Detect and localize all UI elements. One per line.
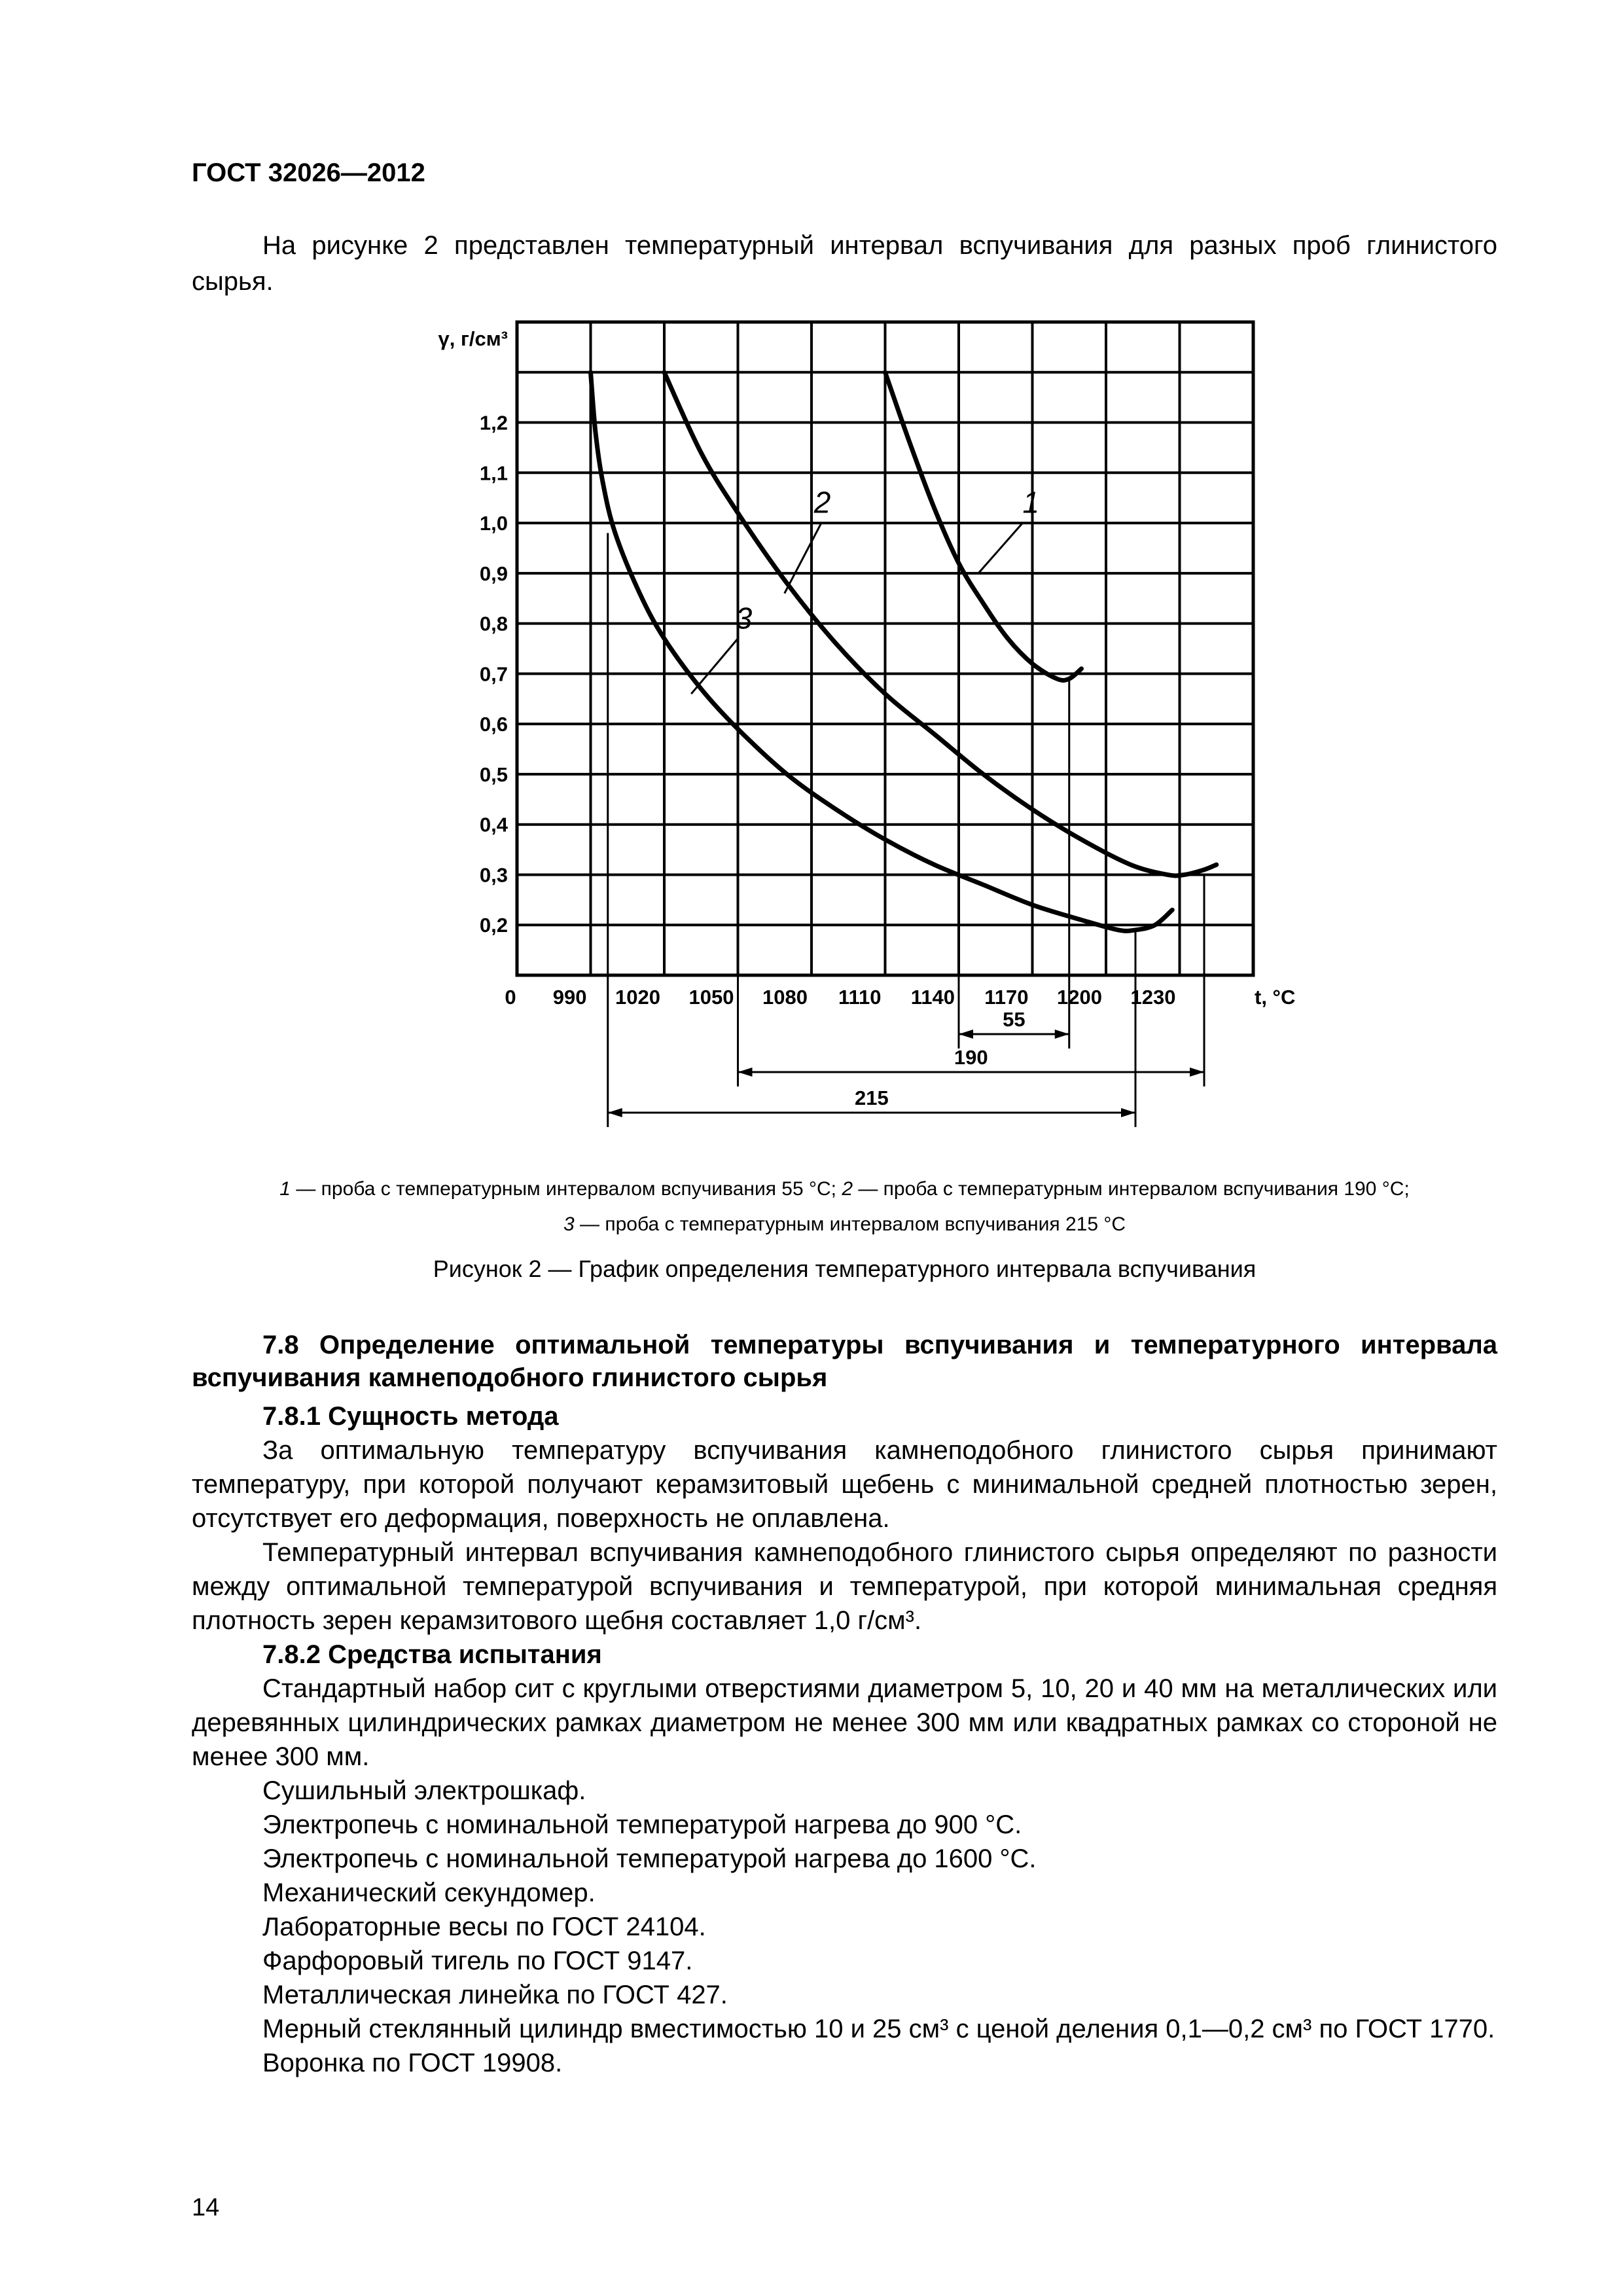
chart-curves [591,372,1217,931]
interval-label: 190 [954,1046,988,1069]
interval-arrow-left [738,1067,753,1077]
curve-series-1 [885,372,1082,681]
chart-grid [517,322,1253,975]
interval-label: 215 [855,1086,889,1109]
intro-paragraph: На рисунке 2 представлен температурный интервал вспучивания для разных проб глинистого сырья. [192,231,1497,296]
x-tick-label: 1230 [1130,986,1176,1009]
y-tick-label: 0,9 [479,562,508,585]
x-tick-label: 1080 [762,986,808,1009]
equipment-item: Фарфоровый тигель по ГОСТ 9147. [262,1946,693,1975]
y-tick-label: 1,0 [479,512,508,535]
equipment-item: Электропечь с номинальной температурой нагрева до 1600 °С. [262,1844,1037,1873]
curve-label-3: 3 [735,601,753,636]
origin-label: 0 [505,986,516,1009]
interval-arrow-left [959,1030,973,1039]
legend-num-3: 3 [563,1213,575,1235]
heading-7-8-1: 7.8.1 Сущность метода [262,1402,559,1431]
legend-line-2 [192,1207,1497,1242]
paragraph-3: Стандартный набор сит с круглыми отверстиями диаметром 5, 10, 20 и 40 мм на металлических или деревянных цилиндрических рамках диаметром не менее 300 мм или квадратных рамках со стороной не менее 300 мм. [192,1674,1497,1771]
y-tick-label: 0,5 [479,762,508,786]
page-number: 14 [192,2194,220,2221]
paragraph-1: За оптимальную температуру вспучивания камнеподобного глинистого сырья принимают температуру, при которой получают керамзитовый щебень с минимальной средней плотностью зерен, отсутствует его деформация, поверхность не оплавлена. [192,1436,1497,1533]
figure-legend [192,1172,1497,1242]
heading-7-8-2: 7.8.2 Средства испытания [262,1640,602,1669]
curve-label-2: 2 [813,485,831,520]
equipment-item: Электропечь с номинальной температурой нагрева до 900 °С. [262,1810,1022,1839]
y-tick-label: 0,4 [479,813,508,836]
y-tick-label: 0,6 [479,713,508,736]
y-axis-label: γ, г/см³ [438,327,508,350]
section-7-8-1 [192,1399,1497,2080]
y-tick-label: 0,2 [479,914,508,937]
legend-text-2: — проба с температурным интервалом вспучивания 190 °С; [853,1178,1410,1200]
equipment-item: Мерный стеклянный цилиндр вместимостью 10 и 25 см³ с ценой деления 0,1—0,2 см³ по ГОСТ 1770. [262,2015,1495,2043]
curve-label-1: 1 [1022,485,1040,520]
legend-num-2: 2 [842,1178,853,1200]
x-axis-label: t, °C [1255,986,1296,1009]
x-tick-label: 990 [552,986,587,1009]
interval-arrow-right [1055,1030,1069,1039]
y-tick-label: 0,3 [479,863,508,887]
x-tick-label: 1140 [910,986,955,1009]
equipment-item: Сушильный электрошкаф. [262,1776,586,1805]
interval-arrow-left [608,1108,622,1117]
legend-text-3: — проба с температурным интервалом вспучивания 215 °С [574,1213,1126,1235]
equipment-item: Металлическая линейка по ГОСТ 427. [262,1981,728,2009]
equipment-item: Механический секундомер. [262,1878,596,1907]
x-tick-label: 1020 [615,986,660,1009]
curve-series-3 [591,372,1173,931]
interval-label: 55 [1003,1008,1026,1031]
section-7-8 [192,1329,1497,1394]
callout-leader-2 [785,523,821,593]
interval-arrow-right [1190,1067,1204,1077]
chart-labels [438,327,1296,1009]
heading-7-8: 7.8 Определение оптимальной температуры вспучивания и температурного интервала вспучивания камнеподобного глинистого сырья [192,1331,1497,1392]
y-tick-label: 0,7 [479,662,508,686]
paragraph-2: Температурный интервал вспучивания камнеподобного глинистого сырья определяют по разности между оптимальной температурой вспучивания и температурой, при которой минимальная средняя плотность зерен керамзитового щебня составляет 1,0 г/см³. [192,1538,1497,1635]
figure-caption: Рисунок 2 — График определения температурного интервала вспучивания [433,1255,1257,1282]
x-tick-label: 1200 [1057,986,1102,1009]
equipment-item: Воронка по ГОСТ 19908. [262,2049,563,2077]
legend-text-1: — проба с температурным интервалом вспучивания 55 °С; [290,1178,842,1200]
x-tick-label: 1050 [688,986,734,1009]
y-tick-label: 1,1 [479,461,508,485]
callout-leader-1 [978,523,1023,573]
equipment-list [192,1774,1497,2080]
chart-intervals [608,513,1204,1127]
y-tick-label: 0,8 [479,612,508,636]
equipment-item: Лабораторные весы по ГОСТ 24104. [262,1912,706,1941]
y-tick-label: 1,2 [479,411,508,435]
standard-header: ГОСТ 32026—2012 [192,158,425,187]
interval-arrow-right [1121,1108,1135,1117]
x-tick-label: 1110 [838,986,882,1009]
legend-num-1: 1 [279,1178,291,1200]
legend-line-1 [192,1172,1497,1207]
x-tick-label: 1170 [984,986,1029,1009]
callout-leader-3 [691,639,738,694]
